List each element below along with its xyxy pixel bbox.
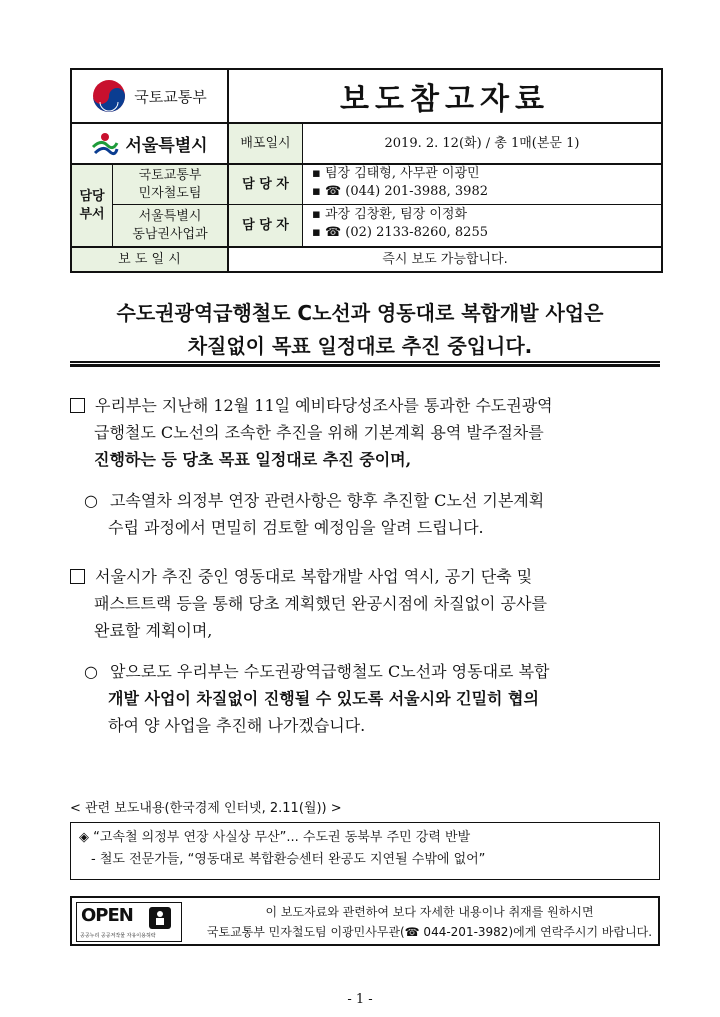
open-logo-text: OPEN [81, 905, 133, 926]
headline-rule [70, 361, 660, 363]
ministry-name: 국토교통부 [134, 87, 207, 106]
attribution-icon [149, 907, 171, 929]
footer-line1: 이 보도자료와 관련하여 보다 자세한 내용이나 취재를 원하시면 [265, 905, 594, 919]
paragraph-4 [84, 658, 660, 739]
dept-2-contact-label: 담 당 자 [229, 205, 302, 246]
headline-rule-thick [70, 364, 660, 367]
p4-line1: 앞으로도 우리부는 수도권광역급행철도 C노선과 영동대로 복합 [109, 662, 550, 681]
seoul-name: 서울특별시 [125, 136, 208, 156]
seoul-logo [72, 124, 227, 163]
footer-line2: 국토교통부 민자철도팀 이광민사무관(☎ 044-201-3982)에게 연락주시기 바랍니다. [206, 925, 653, 939]
embargo-label: 보 도 일 시 [72, 248, 227, 271]
press-header-table [70, 68, 663, 273]
related-news-label: < 관련 보도내용(한국경제 인터넷, 2.11(월)) > [70, 801, 342, 816]
footer-text [202, 902, 657, 942]
paragraph-2 [84, 487, 660, 541]
page-number: - 1 - [347, 992, 373, 1007]
contact-footer [70, 896, 660, 946]
checkbox-square-icon [70, 569, 85, 584]
doc-title-cell [229, 70, 661, 122]
embargo-value: 즉시 보도 가능합니다. [382, 251, 508, 267]
p1-line3: 진행하는 등 당초 목표 일정대로 추진 중이며, [94, 450, 412, 469]
dept-2-name: 서울특별시 동남권사업과 [113, 205, 227, 246]
checkbox-square-icon [70, 398, 85, 413]
paragraph-1 [70, 392, 660, 473]
p3-line3: 완료할 계획이며, [94, 621, 213, 640]
dept-1-contact [312, 165, 657, 201]
seoul-symbol-icon [91, 131, 119, 157]
p2-line1: 고속열차 의정부 연장 관련사항은 향후 추진할 C노선 기본계획 [109, 491, 545, 510]
dept-2-contact-line2: ▪ ☎ (02) 2133-8260, 8255 [312, 225, 488, 240]
p2-line2: 수립 과정에서 면밀히 검토할 예정임을 알려 드립니다. [108, 518, 484, 537]
p4-line3: 하여 양 사업을 추진해 나가겠습니다. [108, 716, 366, 735]
ministry-logo [72, 70, 227, 122]
p4-line2: 개발 사업이 차질없이 진행될 수 있도록 서울시와 긴밀히 협의 [108, 689, 539, 708]
headline-line2: 차질없이 목표 일정대로 추진 중입니다. [187, 334, 533, 358]
release-label: 배포일시 [229, 124, 302, 163]
dept-1-contact-label: 담 당 자 [229, 165, 302, 204]
dept-1-contact-line2: ▪ ☎ (044) 201-3988, 3982 [312, 184, 488, 199]
p1-line2: 급행철도 C노선의 조속한 추진을 위해 기본계획 용역 발주절차를 [94, 423, 544, 442]
release-value: 2019. 2. 12(화) / 총 1매(본문 1) [384, 135, 580, 151]
related-news-item: ◈ “고속철 의정부 연장 사실상 무산”... 수도권 동북부 주민 강력 반발 [79, 830, 471, 845]
circle-bullet-icon: ○ [84, 491, 98, 510]
p1-line1: 우리부는 지난해 12월 11일 예비타당성조사를 통과한 수도권광역 [95, 396, 553, 415]
open-caption: 공공누리 공공저작물 자유이용허락 [80, 933, 156, 939]
taegeuk-logo-icon [92, 79, 126, 113]
dept-label: 담당 부서 [72, 165, 112, 246]
doc-title: 보도참고자료 [340, 82, 550, 117]
circle-bullet-icon: ○ [84, 662, 98, 681]
p3-line2: 패스트트랙 등을 통해 당초 계획했던 완공시점에 차질없이 공사를 [94, 594, 547, 613]
p3-line1: 서울시가 추진 중인 영동대로 복합개발 사업 역시, 공기 단축 및 [95, 567, 533, 586]
related-news-box [70, 822, 660, 880]
dept-1-name: 국토교통부 민자철도팀 [113, 165, 227, 204]
paragraph-3 [70, 563, 660, 644]
open-license-logo [76, 902, 182, 942]
dept-1-contact-line1: ▪ 팀장 김태형, 사무관 이광민 [312, 166, 480, 181]
headline-line1: 수도권광역급행철도 C노선과 영동대로 복합개발 사업은 [116, 301, 604, 325]
dept-2-contact-line1: ▪ 과장 김창환, 팀장 이정화 [312, 207, 468, 222]
related-news-subitem: - 철도 전문가들, “영동대로 복합환승센터 완공도 지연될 수밖에 없어” [91, 852, 486, 867]
dept-2-contact [312, 206, 657, 242]
